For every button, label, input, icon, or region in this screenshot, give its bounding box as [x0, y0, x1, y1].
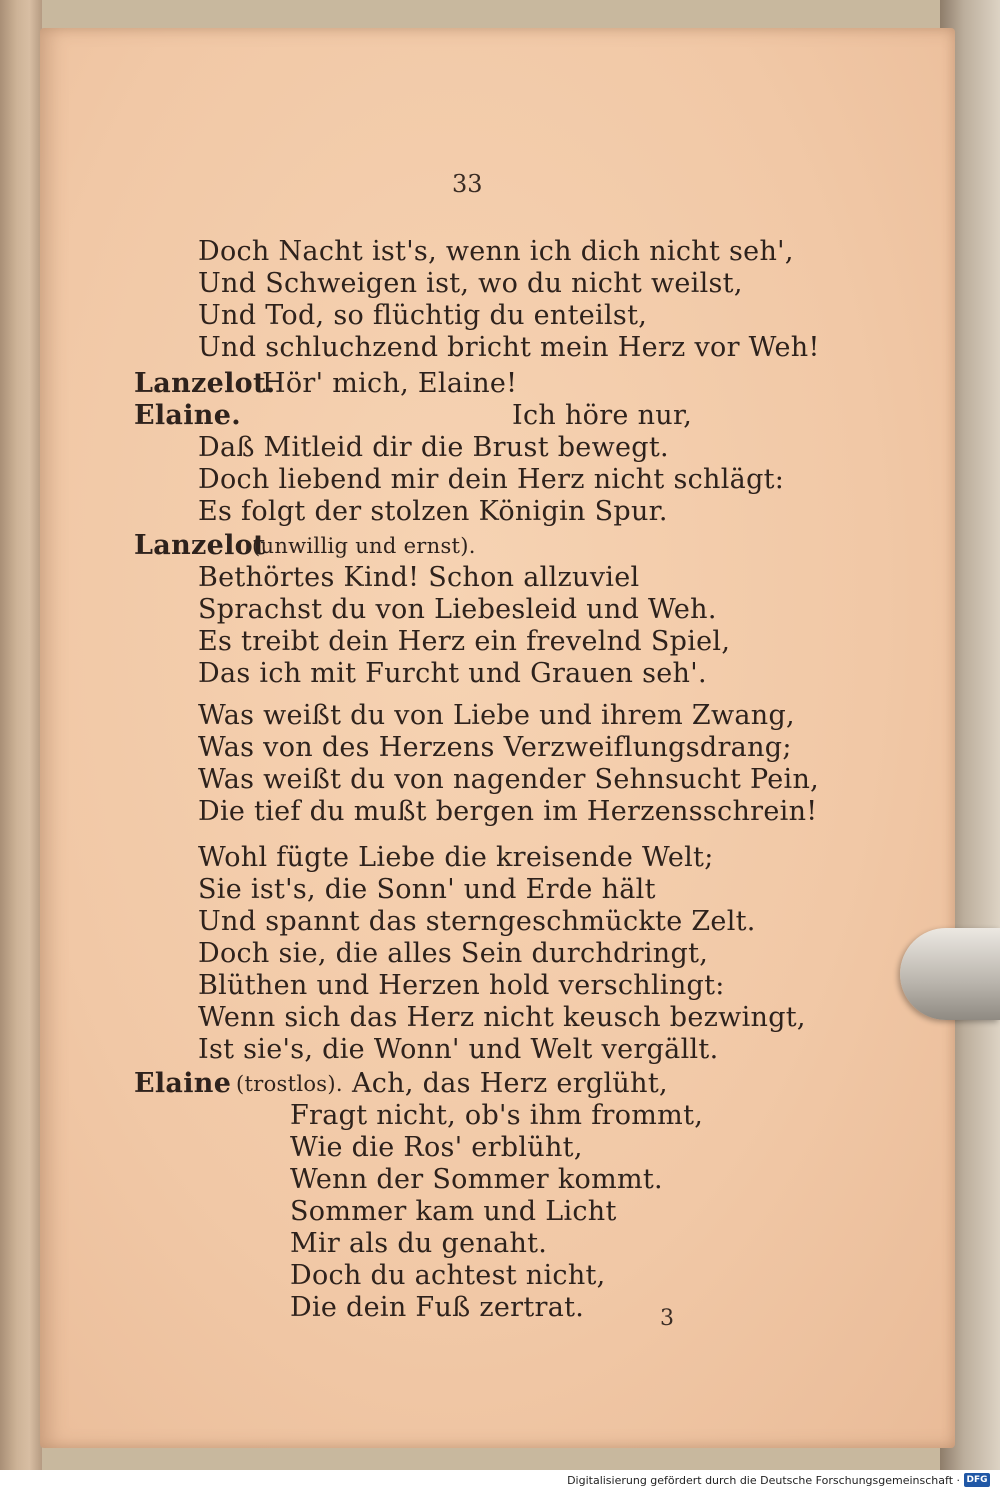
- text-line: Was weißt du von nagender Sehnsucht Pein,: [198, 764, 820, 795]
- text-line: Bethörtes Kind! Schon allzuviel: [198, 562, 640, 593]
- text-line: Fragt nicht, ob's ihm frommt,: [290, 1100, 704, 1131]
- text-line: Wenn der Sommer kommt.: [290, 1164, 663, 1195]
- text-line: Es folgt der stolzen Königin Spur.: [198, 496, 668, 527]
- funding-credit: Digitalisierung gefördert durch die Deutsche Forschungsgemeinschaft ·: [567, 1474, 960, 1487]
- text-line: Wenn sich das Herz nicht keusch bezwingt,: [198, 1002, 806, 1033]
- text-line: Sprachst du von Liebesleid und Weh.: [198, 594, 717, 625]
- page-number: 33: [452, 170, 483, 198]
- text-line: Und Tod, so flüchtig du enteilst,: [198, 300, 648, 331]
- text-line: Und schluchzend bricht mein Herz vor Weh!: [198, 332, 820, 363]
- page-clip-tab: [900, 928, 1000, 1020]
- text-line: Ist sie's, die Wonn' und Welt vergällt.: [198, 1034, 719, 1065]
- dfg-logo: DFG: [964, 1473, 990, 1487]
- text-line: Doch Nacht ist's, wenn ich dich nicht seh',: [198, 236, 794, 267]
- left-page-edge: [0, 0, 42, 1470]
- text-line: Wohl fügte Liebe die kreisende Welt;: [198, 842, 714, 873]
- text-line: Doch sie, die alles Sein durchdringt,: [198, 938, 709, 969]
- text-line: Was weißt du von Liebe und ihrem Zwang,: [198, 700, 795, 731]
- text-line: Ach, das Herz erglüht,: [352, 1068, 668, 1099]
- signature-mark: 3: [660, 1306, 674, 1331]
- text-line: Hör' mich, Elaine!: [262, 368, 518, 399]
- text-line: Mir als du genaht.: [290, 1228, 548, 1259]
- speaker-label: Elaine: [134, 1068, 232, 1099]
- speaker-label: Lanzelot: [134, 530, 266, 561]
- text-line: Blüthen und Herzen hold verschlingt:: [198, 970, 725, 1001]
- stage-direction: (trostlos).: [236, 1072, 343, 1096]
- text-line: Und spannt das sterngeschmückte Zelt.: [198, 906, 756, 937]
- text-line: Sie ist's, die Sonn' und Erde hält: [198, 874, 656, 905]
- text-line: Doch liebend mir dein Herz nicht schlägt:: [198, 464, 785, 495]
- text-line: Daß Mitleid dir die Brust bewegt.: [198, 432, 669, 463]
- speaker-label: Lanzelot.: [134, 368, 276, 399]
- digitization-footer: [0, 1470, 1000, 1491]
- text-line: Was von des Herzens Verzweiflungsdrang;: [198, 732, 792, 763]
- text-line: Wie die Ros' erblüht,: [290, 1132, 583, 1163]
- stage-direction: (unwillig und ernst).: [252, 534, 476, 558]
- text-line: Es treibt dein Herz ein frevelnd Spiel,: [198, 626, 731, 657]
- text-line: Das ich mit Furcht und Grauen seh'.: [198, 658, 707, 689]
- text-line: Sommer kam und Licht: [290, 1196, 617, 1227]
- text-line: Ich höre nur,: [512, 400, 693, 431]
- text-line: Die tief du mußt bergen im Herzensschrein!: [198, 796, 818, 827]
- text-line: Doch du achtest nicht,: [290, 1260, 606, 1291]
- speaker-label: Elaine.: [134, 400, 241, 431]
- text-line: Und Schweigen ist, wo du nicht weilst,: [198, 268, 743, 299]
- text-line: Die dein Fuß zertrat.: [290, 1292, 585, 1323]
